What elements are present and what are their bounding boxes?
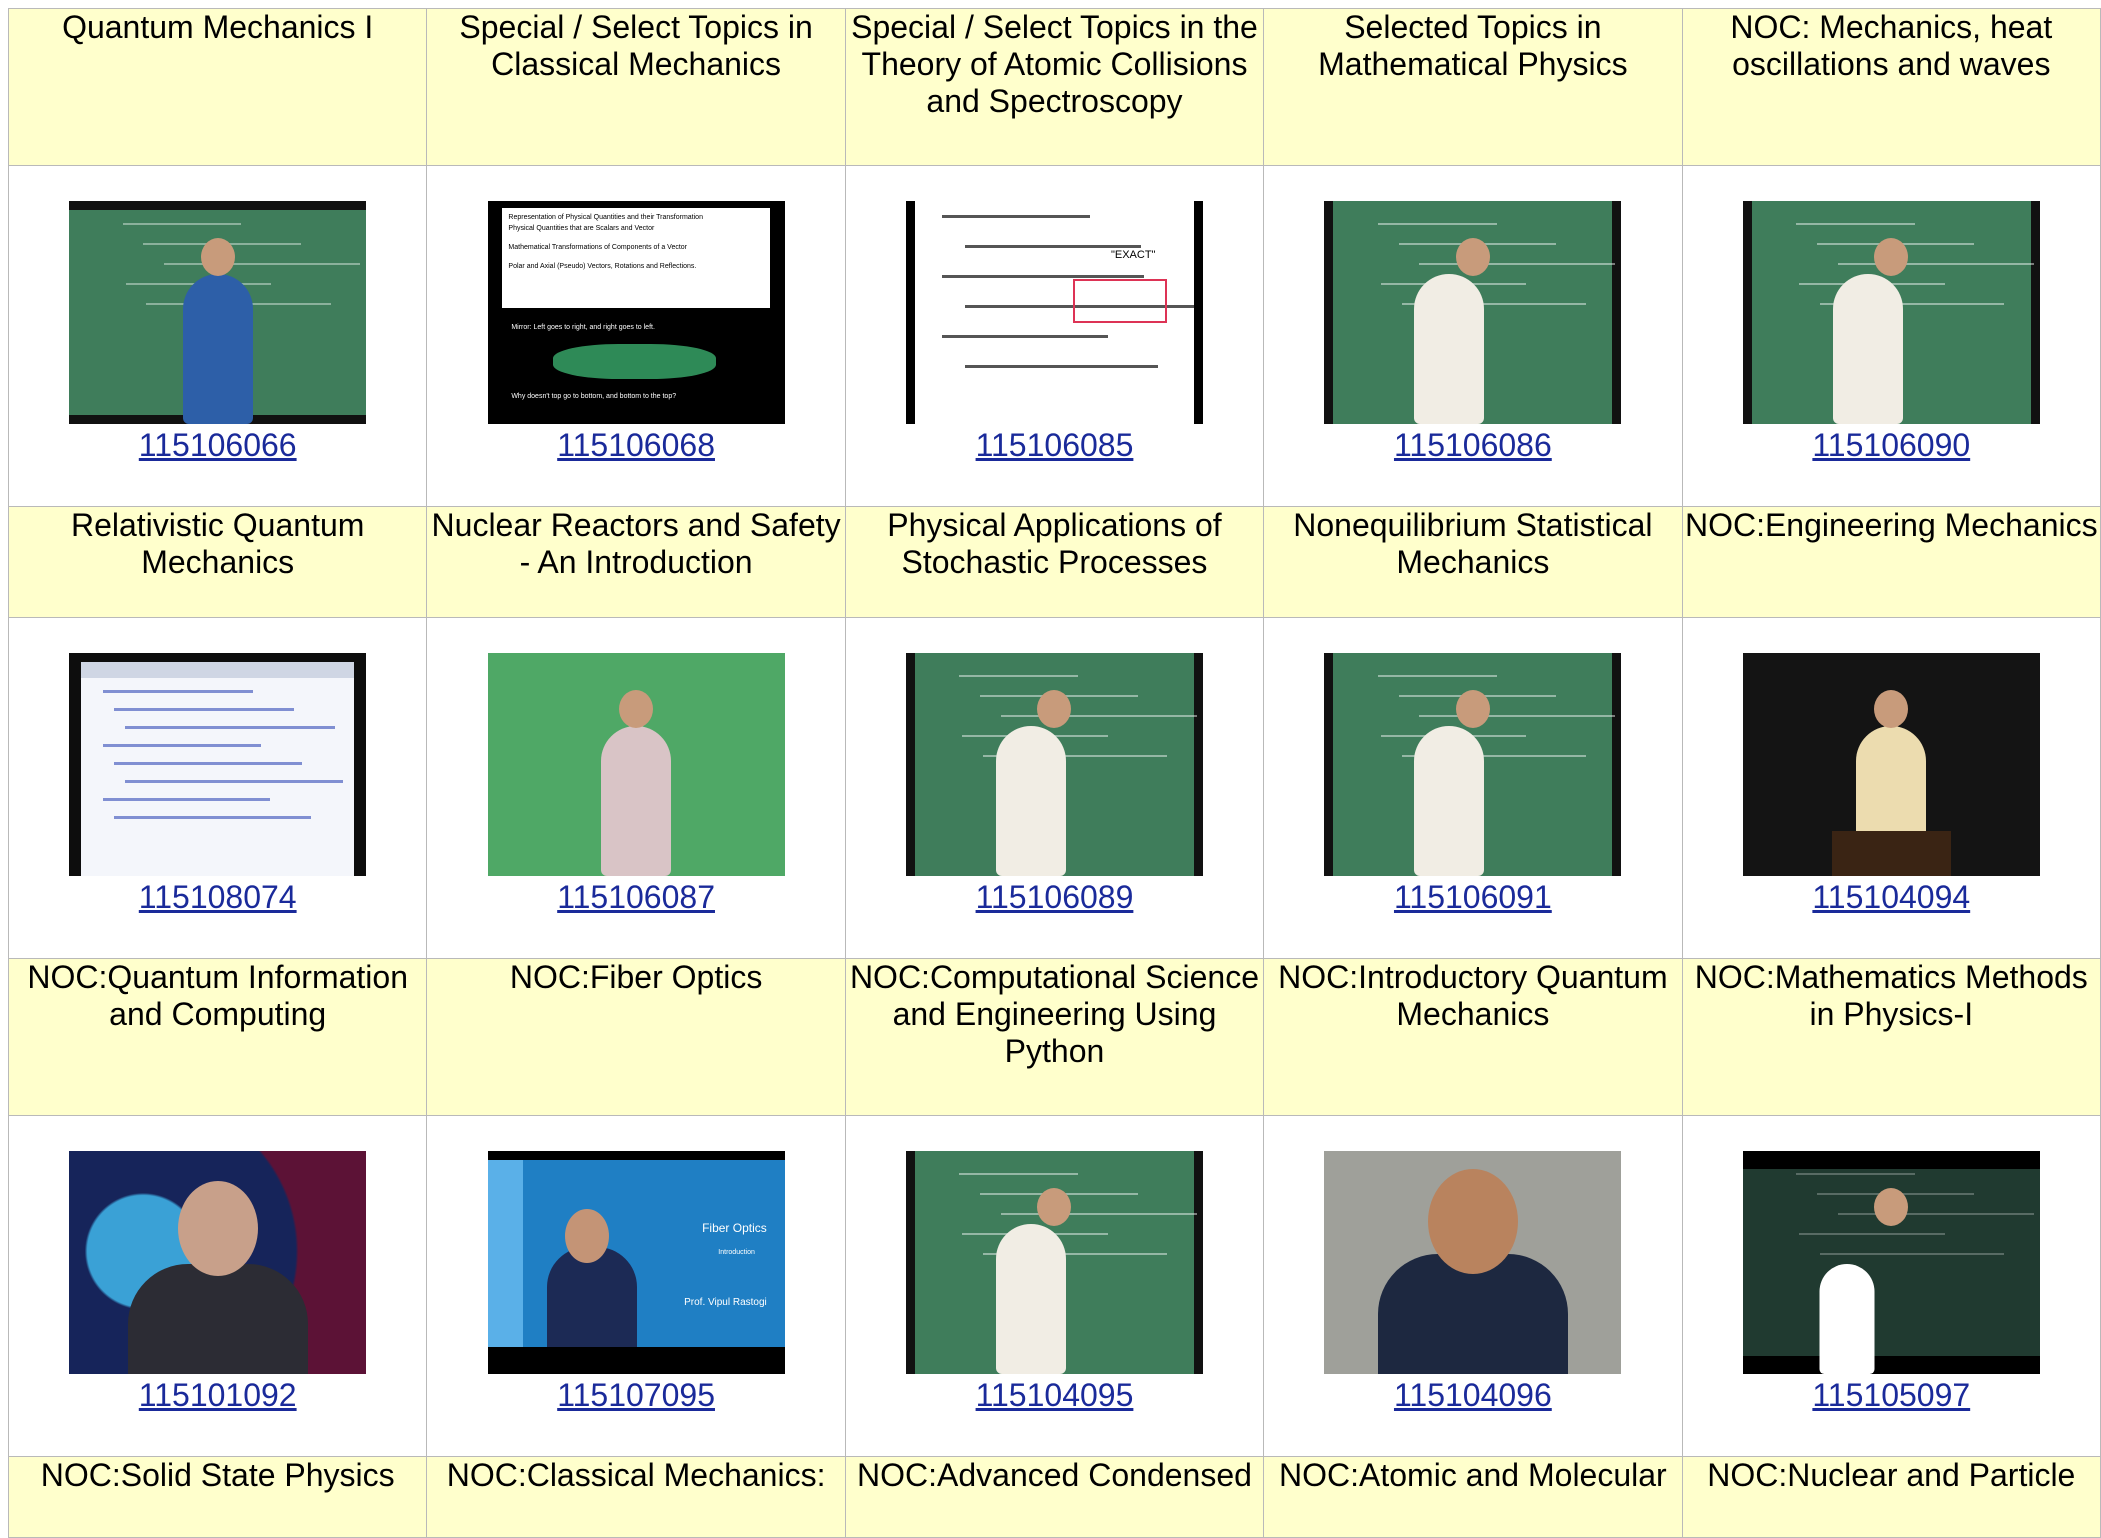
course-media-cell xyxy=(427,1116,845,1457)
course-thumbnail[interactable] xyxy=(69,653,366,876)
slide-text-line: Mirror: Left goes to right, and right goes to left. xyxy=(511,323,655,331)
thumb-scene xyxy=(1743,201,2040,424)
presenter-figure xyxy=(1414,726,1484,876)
course-title-cell xyxy=(9,9,427,166)
handwritten-line xyxy=(114,816,311,819)
course-title-cell xyxy=(9,1457,427,1538)
title-row xyxy=(9,507,2101,618)
handwritten-line xyxy=(103,744,261,747)
course-thumbnail[interactable] xyxy=(488,653,785,876)
course-code-link[interactable]: 115106089 xyxy=(975,879,1134,915)
presenter-figure xyxy=(1833,274,1903,424)
course-title: NOC:Engineering Mechanics xyxy=(1684,507,2098,543)
course-thumbnail[interactable] xyxy=(1743,1151,2040,1374)
thumb-scene xyxy=(1743,653,2040,876)
course-title-cell xyxy=(427,9,845,166)
course-code-link[interactable]: 115104096 xyxy=(1393,1377,1552,1413)
course-title: NOC:Fiber Optics xyxy=(509,959,763,995)
course-title-cell xyxy=(9,959,427,1116)
presenter-head xyxy=(1874,238,1908,276)
course-media-cell xyxy=(9,618,427,959)
course-title: Nuclear Reactors and Safety - An Introduction xyxy=(431,507,841,580)
course-title: NOC: Mechanics, heat oscillations and waves xyxy=(1730,9,2053,82)
course-thumbnail[interactable] xyxy=(69,1151,366,1374)
card-stripe xyxy=(488,1160,524,1347)
course-title: NOC:Mathematics Methods in Physics-I xyxy=(1694,959,2088,1032)
course-media-cell xyxy=(427,618,845,959)
course-thumbnail[interactable] xyxy=(1324,1151,1621,1374)
board-writing xyxy=(1001,715,1197,717)
media-row xyxy=(9,166,2101,507)
course-media-cell xyxy=(1682,166,2100,507)
course-title-cell xyxy=(845,9,1263,166)
presenter-head xyxy=(178,1181,258,1276)
course-media-cell xyxy=(1264,618,1682,959)
thumb-scene xyxy=(906,1151,1203,1374)
presenter-figure xyxy=(183,274,253,424)
course-title: NOC:Atomic and Molecular xyxy=(1279,1457,1667,1493)
course-code-link[interactable]: 115106090 xyxy=(1812,427,1971,463)
handwritten-line xyxy=(125,780,344,783)
course-code-link[interactable]: 115107095 xyxy=(557,1377,715,1413)
board-writing xyxy=(1419,715,1615,717)
course-media-cell xyxy=(9,166,427,507)
course-title: Relativistic Quantum Mechanics xyxy=(70,507,365,580)
board-writing xyxy=(1378,675,1497,677)
course-title-cell xyxy=(1264,1457,1682,1538)
thumb-scene xyxy=(488,1151,785,1374)
fish-shape xyxy=(553,344,716,380)
thumb-scene xyxy=(69,1151,366,1374)
board-writing xyxy=(1001,1213,1197,1215)
tablet-toolbar xyxy=(81,662,354,678)
presenter-head xyxy=(1428,1169,1518,1274)
course-title: Selected Topics in Mathematical Physics xyxy=(1318,9,1628,82)
course-code-link[interactable]: 115101092 xyxy=(138,1377,297,1413)
course-thumbnail[interactable] xyxy=(906,653,1203,876)
course-code-link[interactable]: 115104094 xyxy=(1812,879,1971,915)
board-writing xyxy=(1838,1213,2034,1215)
course-title: NOC:Introductory Quantum Mechanics xyxy=(1278,959,1668,1032)
board-writing xyxy=(1419,263,1615,265)
course-title: NOC:Computational Science and Engineering Using Python xyxy=(849,959,1260,1069)
equation-line xyxy=(942,275,1144,278)
slide-panel xyxy=(502,208,769,308)
presenter-figure xyxy=(996,726,1066,876)
course-title: NOC:Solid State Physics xyxy=(40,1457,395,1493)
course-title: Special / Select Topics in Classical Mechanics xyxy=(459,9,813,82)
board-writing xyxy=(123,223,242,225)
handwritten-line xyxy=(125,726,335,729)
course-title-cell xyxy=(845,507,1263,618)
presenter-figure xyxy=(128,1264,308,1374)
equation-line xyxy=(965,365,1158,368)
presenter-head xyxy=(1456,238,1490,276)
title-row xyxy=(9,959,2101,1116)
board-writing xyxy=(1796,1173,1915,1175)
presenter-figure xyxy=(601,726,671,876)
title-row xyxy=(9,1457,2101,1538)
course-code-link[interactable]: 115108074 xyxy=(138,879,297,915)
presenter-figure xyxy=(1414,274,1484,424)
course-title: Special / Select Topics in the Theory of Atomic Collisions and Spectroscopy xyxy=(851,9,1258,119)
thumb-scene xyxy=(1324,1151,1621,1374)
course-title-cell xyxy=(1264,507,1682,618)
course-thumbnail[interactable] xyxy=(906,1151,1203,1374)
course-media-cell xyxy=(9,1116,427,1457)
course-thumbnail[interactable] xyxy=(906,201,1203,424)
handwritten-line xyxy=(103,798,270,801)
course-title-cell xyxy=(1682,507,2100,618)
handwritten-line xyxy=(103,690,253,693)
presenter-name: Prof. Vipul Rastogi xyxy=(684,1297,767,1308)
presenter-head xyxy=(1037,690,1071,728)
presenter-head xyxy=(1874,690,1908,728)
thumb-scene xyxy=(1324,653,1621,876)
course-code-link[interactable]: 115106087 xyxy=(557,879,715,915)
course-code-link[interactable]: 115106091 xyxy=(1393,879,1552,915)
course-title: Nonequilibrium Statistical Mechanics xyxy=(1293,507,1653,580)
course-media-cell xyxy=(1264,1116,1682,1457)
course-media-cell xyxy=(845,1116,1263,1457)
course-title: Quantum Mechanics I xyxy=(62,9,374,45)
slide-text-line: Representation of Physical Quantities and their Transformation xyxy=(508,213,703,221)
presenter-head xyxy=(1456,690,1490,728)
presenter-head xyxy=(1874,1188,1908,1226)
board-writing xyxy=(1796,223,1915,225)
course-code-link[interactable]: 115104095 xyxy=(975,1377,1134,1413)
thumb-scene xyxy=(1743,1151,2040,1374)
thumb-scene xyxy=(488,653,785,876)
board-writing xyxy=(959,1173,1078,1175)
presenter-figure xyxy=(1819,1264,1874,1374)
course-title-cell xyxy=(1682,1457,2100,1538)
course-title-cell xyxy=(845,959,1263,1116)
slide-title: Fiber Optics xyxy=(702,1221,767,1235)
course-title-cell xyxy=(427,959,845,1116)
course-thumbnail[interactable] xyxy=(1743,653,2040,876)
course-title: Physical Applications of Stochastic Processes xyxy=(887,507,1222,580)
course-thumbnail[interactable] xyxy=(488,201,785,424)
slide-text-line: Polar and Axial (Pseudo) Vectors, Rotations and Reflections. xyxy=(508,262,697,270)
handwritten-line xyxy=(114,762,303,765)
course-title-cell xyxy=(1264,959,1682,1116)
course-title-cell xyxy=(1682,9,2100,166)
presenter-head xyxy=(1037,1188,1071,1226)
course-title: NOC:Quantum Information and Computing xyxy=(27,959,408,1032)
course-title-cell xyxy=(1264,9,1682,166)
presenter-head xyxy=(619,690,653,728)
course-code-link[interactable]: 115106086 xyxy=(1393,427,1552,463)
course-media-cell xyxy=(1682,618,2100,959)
course-title-cell xyxy=(1682,959,2100,1116)
course-title-cell xyxy=(427,507,845,618)
course-media-cell xyxy=(845,618,1263,959)
board-writing xyxy=(1820,1253,2004,1255)
thumb-scene xyxy=(906,201,1203,424)
slide-text-line: Physical Quantities that are Scalars and Vector xyxy=(508,224,655,232)
thumb-scene xyxy=(69,201,366,424)
media-row xyxy=(9,1116,2101,1457)
course-code-link[interactable]: 115105097 xyxy=(1812,1377,1971,1413)
tablet-screen xyxy=(81,662,354,876)
course-title-cell xyxy=(845,1457,1263,1538)
thumb-scene xyxy=(488,201,785,424)
slide-text-line: Mathematical Transformations of Components of a Vector xyxy=(508,243,688,251)
title-row xyxy=(9,9,2101,166)
presenter-head xyxy=(201,238,235,276)
course-media-cell xyxy=(1682,1116,2100,1457)
course-thumbnail[interactable] xyxy=(1743,201,2040,424)
course-media-cell xyxy=(1264,166,1682,507)
course-title: NOC:Nuclear and Particle xyxy=(1707,1457,2076,1493)
course-grid xyxy=(8,8,2101,1538)
podium xyxy=(1832,831,1951,876)
presenter-figure xyxy=(996,1224,1066,1374)
slide-text: "EXACT" xyxy=(1110,249,1156,261)
course-media-cell xyxy=(845,166,1263,507)
equation-line xyxy=(942,335,1108,338)
slide-subtitle: Introduction xyxy=(718,1249,755,1256)
thumb-scene xyxy=(906,653,1203,876)
media-row xyxy=(9,618,2101,959)
course-thumbnail[interactable] xyxy=(69,201,366,424)
course-media-cell xyxy=(427,166,845,507)
course-code-link[interactable]: 115106068 xyxy=(557,427,715,463)
slide-text-line: Why doesn't top go to bottom, and bottom to the top? xyxy=(511,392,677,400)
course-title: NOC:Advanced Condensed xyxy=(857,1457,1252,1493)
board-writing xyxy=(959,675,1078,677)
course-code-link[interactable]: 115106085 xyxy=(975,427,1134,463)
thumb-scene xyxy=(1324,201,1621,424)
course-title: NOC:Classical Mechanics: xyxy=(446,1457,826,1493)
equation-line xyxy=(965,245,1140,248)
highlight-box xyxy=(1073,279,1167,323)
board-writing xyxy=(1378,223,1497,225)
course-thumbnail[interactable] xyxy=(1324,653,1621,876)
presenter-head xyxy=(565,1209,609,1263)
course-title-cell xyxy=(427,1457,845,1538)
handwritten-line xyxy=(114,708,294,711)
course-thumbnail[interactable] xyxy=(488,1151,785,1374)
board-writing xyxy=(1799,1233,1945,1235)
course-code-link[interactable]: 115106066 xyxy=(138,427,297,463)
thumb-scene xyxy=(69,653,366,876)
course-title-cell xyxy=(9,507,427,618)
board-writing xyxy=(1838,263,2034,265)
equation-line xyxy=(942,215,1091,218)
board-writing xyxy=(164,263,360,265)
course-thumbnail[interactable] xyxy=(1324,201,1621,424)
